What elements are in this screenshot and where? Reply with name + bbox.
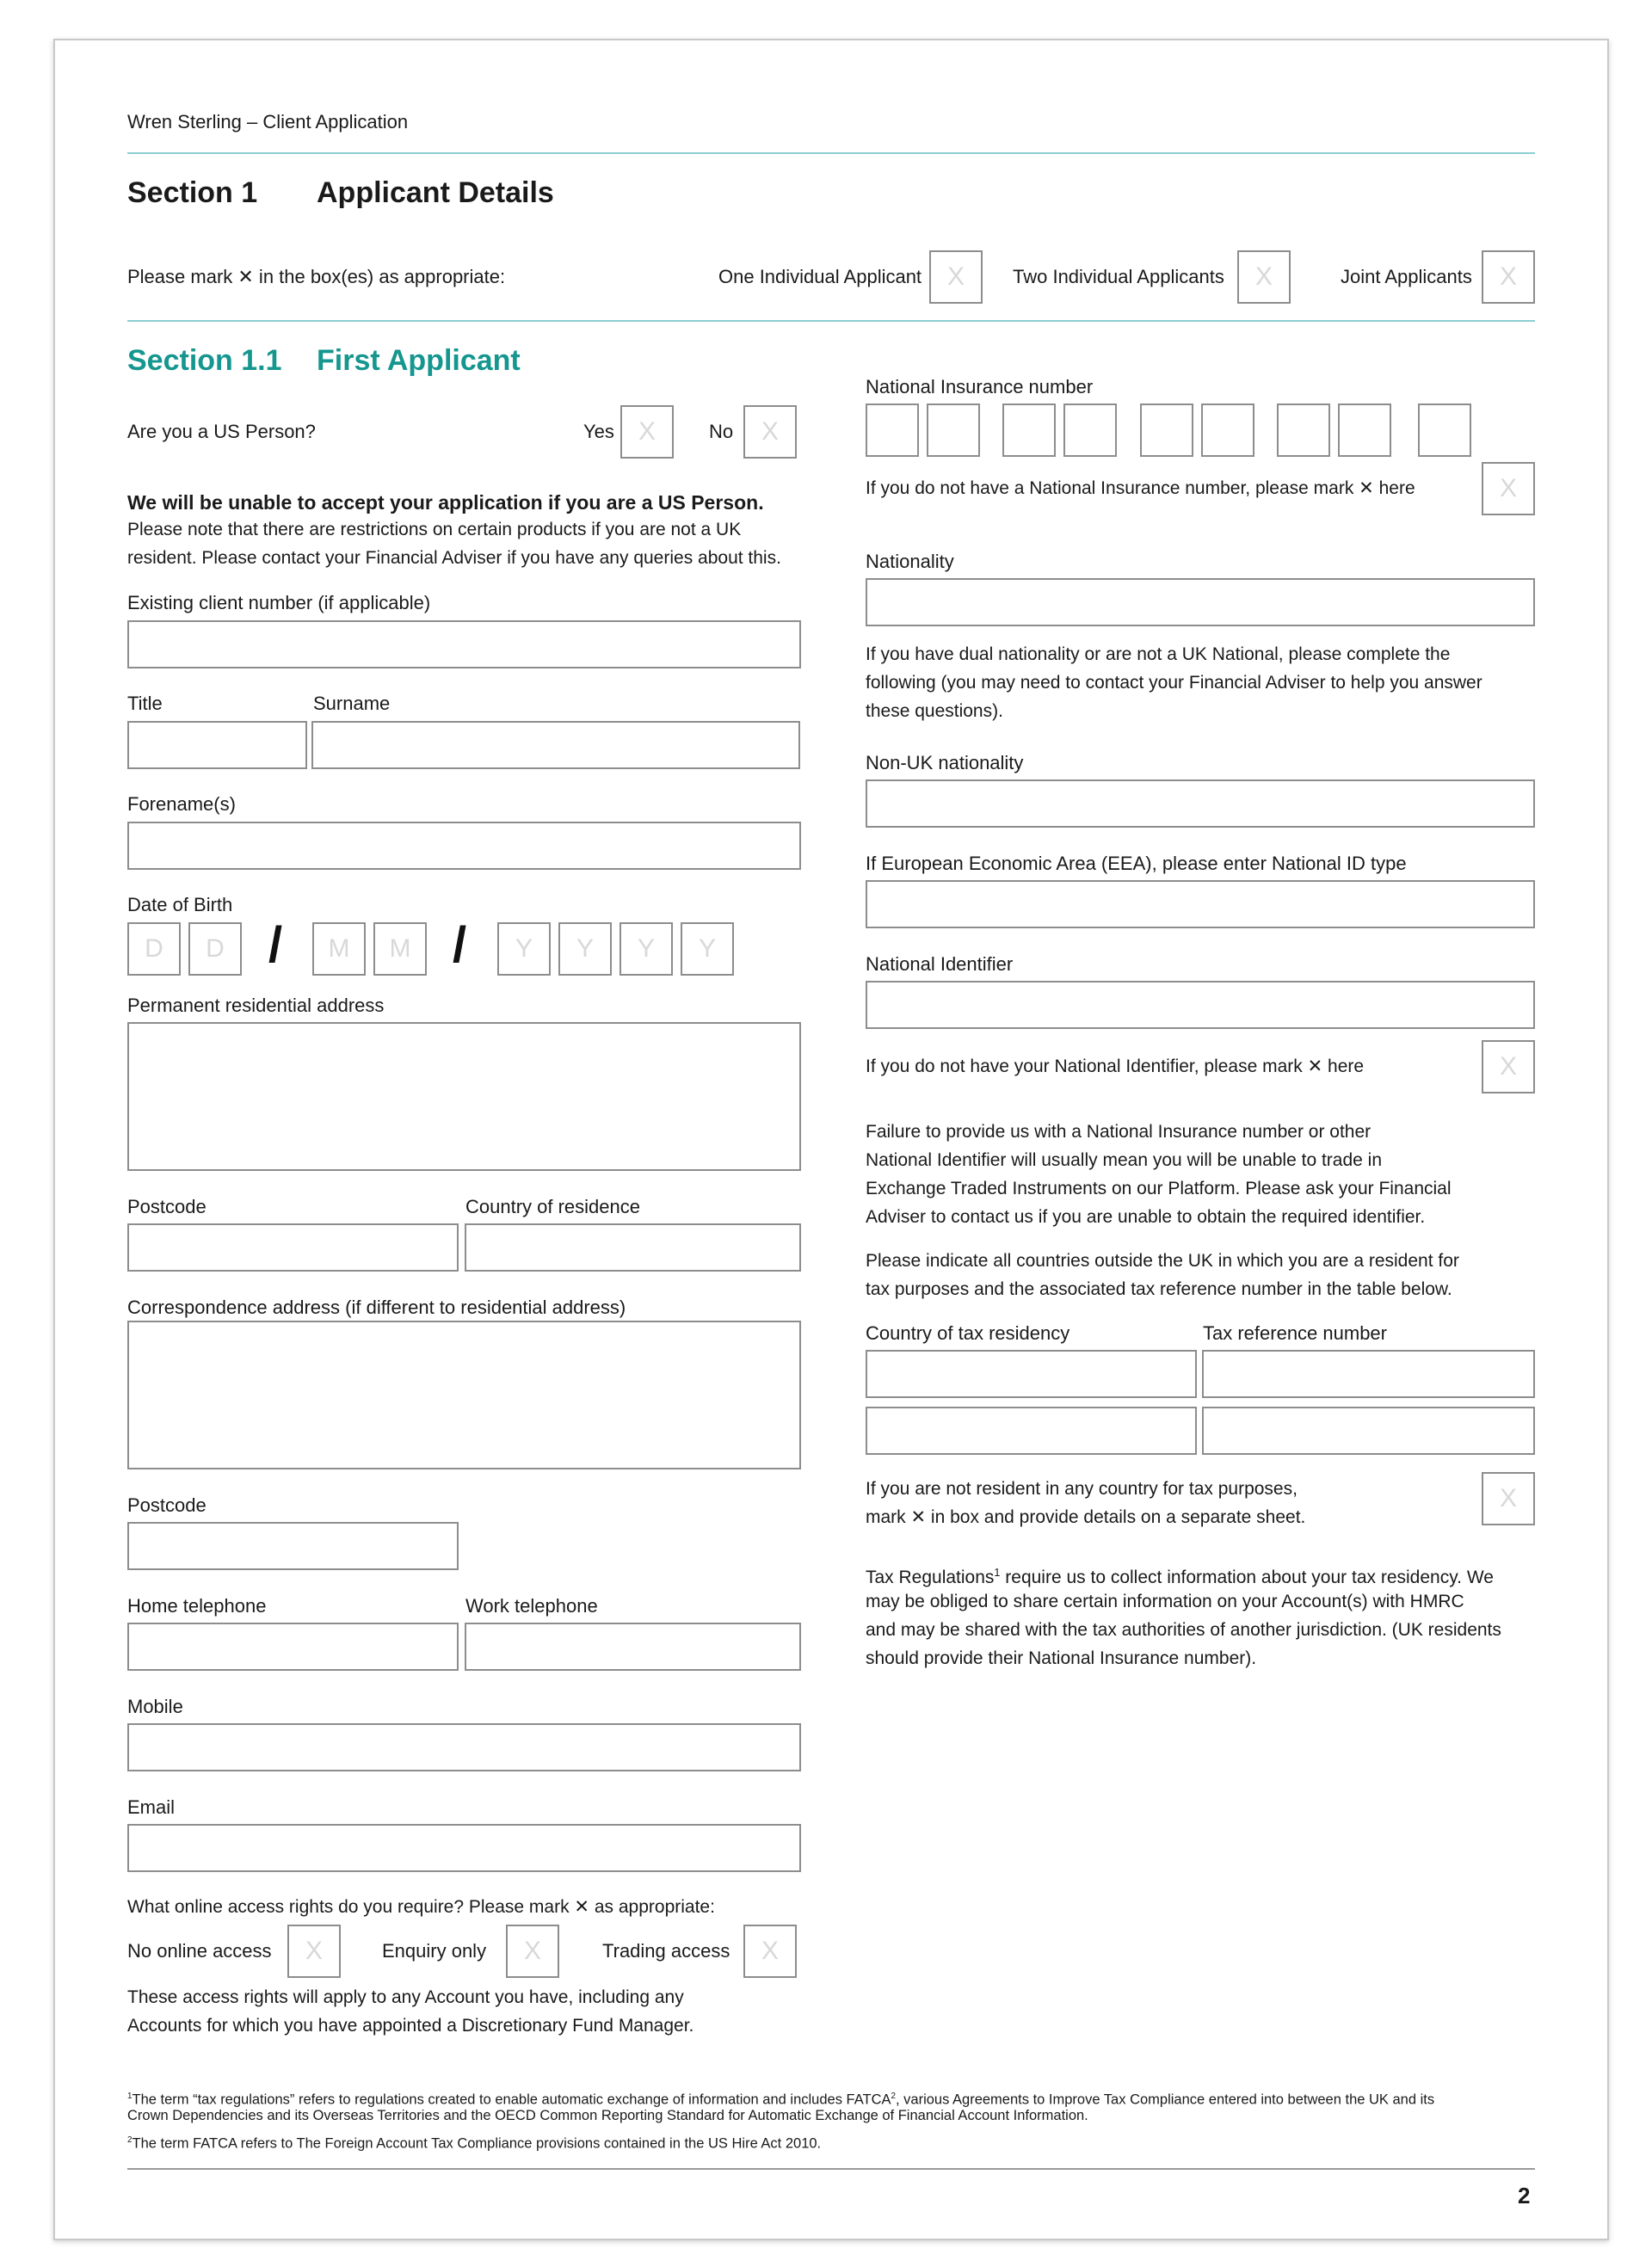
dual-nationality-line-3: these questions). bbox=[866, 701, 1003, 721]
national-id-field[interactable] bbox=[866, 981, 1535, 1029]
checkbox-access-enquiry[interactable]: X bbox=[506, 1925, 559, 1978]
access-note-line-1: These access rights will apply to any Account you have, including any bbox=[127, 1987, 684, 2007]
home-tel-field[interactable] bbox=[127, 1623, 459, 1671]
country-residence-field[interactable] bbox=[465, 1223, 801, 1272]
dob-day-1[interactable]: D bbox=[127, 922, 181, 976]
subsection-number: Section 1.1 bbox=[127, 344, 282, 377]
mark-instruction: Please mark ✕ in the box(es) as appropriate: bbox=[127, 266, 506, 287]
access-label-enquiry: Enquiry only bbox=[382, 1940, 487, 1962]
ni-box-1[interactable] bbox=[866, 404, 919, 457]
dob-label: Date of Birth bbox=[127, 894, 233, 915]
tax-ref-field-2[interactable] bbox=[1202, 1407, 1535, 1455]
country-residence-label: Country of residence bbox=[465, 1196, 640, 1217]
access-label-none: No online access bbox=[127, 1940, 272, 1962]
footnote-1-line-1: $^1$The term “tax regulations” refers to regulations created to enable automatic exchange of information and includes FATCA$^2$, various Agreements to Improve Tax Compliance entered into between the UK and its bbox=[127, 2091, 1435, 2108]
failure-line-4: Adviser to contact us if you are unable to obtain the required identifier. bbox=[866, 1207, 1426, 1227]
footer-divider bbox=[127, 2168, 1535, 2170]
checkbox-access-none[interactable]: X bbox=[287, 1925, 341, 1978]
email-field[interactable] bbox=[127, 1824, 801, 1872]
country-tax-header: Country of tax residency bbox=[866, 1322, 1070, 1344]
option-label-one-individual: One Individual Applicant bbox=[718, 266, 922, 287]
ni-box-9[interactable] bbox=[1418, 404, 1471, 457]
postcode2-field[interactable] bbox=[127, 1522, 459, 1570]
dob-month-1[interactable]: M bbox=[312, 922, 366, 976]
ni-box-8[interactable] bbox=[1338, 404, 1391, 457]
dob-year-3[interactable]: Y bbox=[620, 922, 673, 976]
forenames-field[interactable] bbox=[127, 822, 801, 870]
checkbox-us-yes[interactable]: X bbox=[620, 405, 674, 459]
us-note-line-2: resident. Please contact your Financial Adviser if you have any queries about this. bbox=[127, 548, 781, 568]
us-warning: We will be unable to accept your application if you are a US Person. bbox=[127, 491, 764, 514]
checkbox-not-resident[interactable]: X bbox=[1482, 1472, 1535, 1525]
title-label: Title bbox=[127, 693, 163, 714]
forenames-label: Forename(s) bbox=[127, 793, 236, 815]
page-number: 2 bbox=[1518, 2183, 1531, 2208]
dob-year-1[interactable]: Y bbox=[497, 922, 551, 976]
dob-day-2[interactable]: D bbox=[188, 922, 242, 976]
ni-box-4[interactable] bbox=[1063, 404, 1117, 457]
nationality-label: Nationality bbox=[866, 551, 954, 572]
surname-label: Surname bbox=[313, 693, 391, 714]
dob-year-4[interactable]: Y bbox=[681, 922, 734, 976]
us-note-line-1: Please note that there are restrictions on certain products if you are not a UK bbox=[127, 520, 742, 539]
access-question: What online access rights do you require? Please mark ✕ as appropriate: bbox=[127, 1897, 715, 1917]
option-label-two-individual: Two Individual Applicants bbox=[1013, 266, 1224, 287]
corr-address-field[interactable] bbox=[127, 1321, 801, 1469]
checkbox-no-national-id[interactable]: X bbox=[1482, 1040, 1535, 1093]
header-divider bbox=[127, 152, 1535, 154]
dob-separator-2: / bbox=[453, 917, 467, 973]
existing-client-label: Existing client number (if applicable) bbox=[127, 592, 431, 613]
nationality-field[interactable] bbox=[866, 578, 1535, 626]
country-tax-field-2[interactable] bbox=[866, 1407, 1197, 1455]
checkbox-one-individual[interactable]: X bbox=[929, 250, 983, 304]
checkbox-access-trading[interactable]: X bbox=[743, 1925, 797, 1978]
email-label: Email bbox=[127, 1796, 176, 1818]
title-field[interactable] bbox=[127, 721, 307, 769]
non-uk-field[interactable] bbox=[866, 779, 1535, 828]
subsection-title: First Applicant bbox=[317, 344, 521, 377]
no-ni-text: If you do not have a National Insurance number, please mark ✕ here bbox=[866, 478, 1415, 498]
postcode-field[interactable] bbox=[127, 1223, 459, 1272]
work-tel-field[interactable] bbox=[465, 1623, 801, 1671]
perm-address-label: Permanent residential address bbox=[127, 995, 385, 1016]
footnote-2: $^2$The term FATCA refers to The Foreign Account Tax Compliance provisions contained in the US Hire Act 2010. bbox=[127, 2135, 822, 2152]
access-note-line-2: Accounts for which you have appointed a Discretionary Fund Manager. bbox=[127, 2016, 694, 2036]
perm-address-field[interactable] bbox=[127, 1022, 801, 1171]
postcode-label: Postcode bbox=[127, 1196, 206, 1217]
us-person-question: Are you a US Person? bbox=[127, 421, 316, 442]
option-label-joint: Joint Applicants bbox=[1341, 266, 1472, 287]
section-number: Section 1 bbox=[127, 176, 258, 209]
ni-box-2[interactable] bbox=[927, 404, 980, 457]
dob-month-2[interactable]: M bbox=[373, 922, 427, 976]
footnote-1-line-2: Crown Dependencies and its Overseas Territories and the OECD Common Reporting Standard for Automatic Exchange of Financial Account Information. bbox=[127, 2108, 1088, 2123]
dob-year-2[interactable]: Y bbox=[558, 922, 612, 976]
surname-field[interactable] bbox=[311, 721, 800, 769]
access-label-trading: Trading access bbox=[602, 1940, 730, 1962]
mobile-label: Mobile bbox=[127, 1696, 183, 1717]
dual-nationality-line-1: If you have dual nationality or are not a UK National, please complete the bbox=[866, 644, 1451, 664]
ni-box-7[interactable] bbox=[1277, 404, 1330, 457]
checkbox-two-individual[interactable]: X bbox=[1237, 250, 1291, 304]
indicate-line-2: tax purposes and the associated tax reference number in the table below. bbox=[866, 1279, 1452, 1299]
mobile-field[interactable] bbox=[127, 1723, 801, 1771]
tax-regulations-line-3: and may be shared with the tax authorities of another jurisdiction. (UK residents bbox=[866, 1620, 1501, 1640]
failure-line-1: Failure to provide us with a National Insurance number or other bbox=[866, 1122, 1372, 1142]
section-divider bbox=[127, 320, 1535, 322]
national-id-label: National Identifier bbox=[866, 953, 1014, 975]
not-resident-line-1: If you are not resident in any country for tax purposes, bbox=[866, 1479, 1298, 1499]
tax-regulations-line-2: may be obliged to share certain information on your Account(s) with HMRC bbox=[866, 1592, 1464, 1611]
work-tel-label: Work telephone bbox=[465, 1595, 598, 1617]
tax-regulations-line-1: Tax Regulations$^1$ require us to collect information about your tax residency. We bbox=[866, 1567, 1494, 1587]
non-uk-label: Non-UK nationality bbox=[866, 752, 1024, 773]
tax-ref-header: Tax reference number bbox=[1203, 1322, 1387, 1344]
checkbox-no-ni[interactable]: X bbox=[1482, 462, 1535, 515]
ni-box-6[interactable] bbox=[1201, 404, 1254, 457]
checkbox-us-no[interactable]: X bbox=[743, 405, 797, 459]
existing-client-field[interactable] bbox=[127, 620, 801, 668]
tax-regulations-line-4: should provide their National Insurance number). bbox=[866, 1648, 1257, 1668]
checkbox-joint[interactable]: X bbox=[1482, 250, 1535, 304]
indicate-line-1: Please indicate all countries outside the UK in which you are a resident for bbox=[866, 1251, 1459, 1271]
failure-line-3: Exchange Traded Instruments on our Platform. Please ask your Financial bbox=[866, 1179, 1452, 1198]
header-title: Wren Sterling – Client Application bbox=[127, 111, 409, 132]
ni-number-label: National Insurance number bbox=[866, 376, 1094, 397]
home-tel-label: Home telephone bbox=[127, 1595, 267, 1617]
us-yes-label: Yes bbox=[583, 421, 614, 442]
failure-line-2: National Identifier will usually mean you will be unable to trade in bbox=[866, 1150, 1382, 1170]
corr-address-label: Correspondence address (if different to residential address) bbox=[127, 1297, 626, 1318]
section-title: Applicant Details bbox=[317, 176, 554, 209]
tax-ref-field-1[interactable] bbox=[1202, 1350, 1535, 1398]
no-national-id-text: If you do not have your National Identifier, please mark ✕ here bbox=[866, 1056, 1365, 1076]
dob-separator-1: / bbox=[268, 917, 283, 973]
dual-nationality-line-2: following (you may need to contact your Financial Adviser to help you answer bbox=[866, 673, 1482, 693]
postcode2-label: Postcode bbox=[127, 1494, 206, 1516]
us-no-label: No bbox=[709, 421, 734, 442]
country-tax-field-1[interactable] bbox=[866, 1350, 1197, 1398]
eea-label: If European Economic Area (EEA), please enter National ID type bbox=[866, 853, 1407, 874]
not-resident-line-2: mark ✕ in box and provide details on a separate sheet. bbox=[866, 1507, 1306, 1527]
ni-box-3[interactable] bbox=[1002, 404, 1056, 457]
ni-box-5[interactable] bbox=[1140, 404, 1193, 457]
eea-field[interactable] bbox=[866, 880, 1535, 928]
form-page bbox=[53, 39, 1609, 2240]
